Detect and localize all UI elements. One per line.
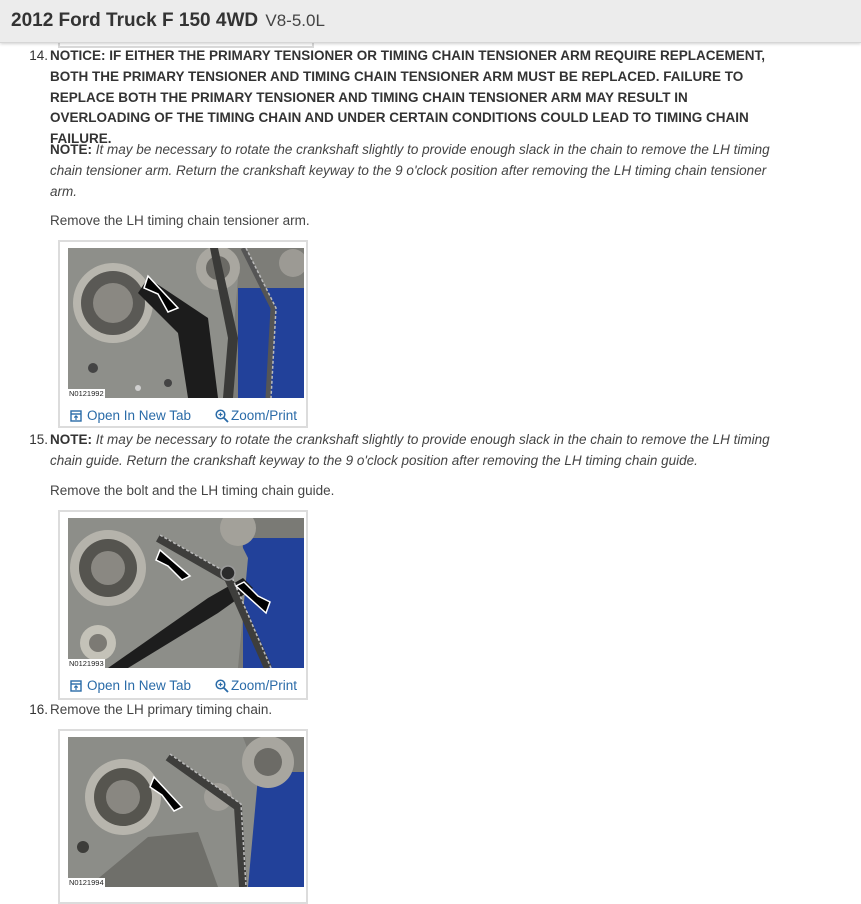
- engine-spec: V8-5.0L: [265, 11, 325, 30]
- open-in-new-tab-icon: [70, 680, 82, 692]
- figure-actions: [60, 678, 310, 698]
- instruction-text: Remove the LH timing chain tensioner arm.: [50, 213, 310, 228]
- zoom-print-link[interactable]: [215, 408, 297, 423]
- note-text: It may be necessary to rotate the crankshaft slightly to provide enough slack in the chain to remove the LH timing chain guide. Return the crankshaft keyway to the 9 o'clock position after removing the LH timing chain guide.: [50, 432, 770, 468]
- note-text: It may be necessary to rotate the crankshaft slightly to provide enough slack in the chain to remove the LH timing chain tensioner arm. Return the crankshaft keyway to the 9 o'clock position after removing the LH timing chain tensioner arm.: [50, 142, 770, 199]
- figure-id: N0121994: [69, 878, 104, 887]
- open-in-new-tab-link[interactable]: [70, 678, 191, 693]
- figure-image[interactable]: [68, 248, 304, 398]
- figure-image[interactable]: [68, 518, 304, 668]
- zoom-print-label: Zoom/Print: [231, 408, 298, 423]
- notice-text: NOTICE: IF EITHER THE PRIMARY TENSIONER OR TIMING CHAIN TENSIONER ARM REQUIRE REPLACEMENT, BOTH THE PRIMARY TENSIONER AND TIMING CHAIN TENSIONER ARM MUST BE REPLACED. FAILURE TO REPLACE BOTH THE PRIMARY TENSIONER AND TIMING CHAIN TENSIONER ARM MAY RESULT IN OVERLOADING OF THE TIMING CHAIN AND UNDER CERTAIN CONDITIONS COULD LEAD TO TIMING CHAIN FAILURE.: [50, 48, 766, 147]
- figure-actions: [60, 408, 310, 428]
- figure-card: [58, 240, 308, 428]
- figure-image[interactable]: [68, 737, 304, 887]
- zoom-icon: [215, 679, 229, 693]
- instruction-text: Remove the LH primary timing chain.: [50, 702, 273, 717]
- figure-card: [58, 729, 308, 904]
- engine-photo-3: [68, 737, 304, 887]
- open-in-new-tab-link[interactable]: [70, 408, 191, 423]
- note-paragraph: [50, 140, 790, 202]
- figure-id: N0121993: [69, 659, 104, 668]
- note-label: NOTE:: [50, 142, 92, 157]
- figure-card: [58, 510, 308, 700]
- step-number: 16.: [29, 702, 48, 717]
- instruction-text: Remove the bolt and the LH timing chain guide.: [50, 483, 335, 498]
- vehicle-name: 2012 Ford Truck F 150 4WD: [11, 10, 259, 31]
- engine-photo-2: [68, 518, 304, 668]
- vehicle-title: [11, 10, 325, 32]
- note-paragraph: [50, 430, 790, 472]
- step-number: 14.: [29, 48, 48, 63]
- page-header: [0, 0, 861, 43]
- note-label: NOTE:: [50, 432, 92, 447]
- zoom-print-label: Zoom/Print: [231, 678, 298, 693]
- figure-id: N0121992: [69, 389, 104, 398]
- open-in-new-tab-label: Open In New Tab: [87, 678, 192, 693]
- zoom-icon: [215, 409, 229, 423]
- open-in-new-tab-label: Open In New Tab: [87, 408, 192, 423]
- engine-photo-1: [68, 248, 304, 398]
- open-in-new-tab-icon: [70, 410, 82, 422]
- zoom-print-link[interactable]: [215, 678, 297, 693]
- step-number: 15.: [29, 432, 48, 447]
